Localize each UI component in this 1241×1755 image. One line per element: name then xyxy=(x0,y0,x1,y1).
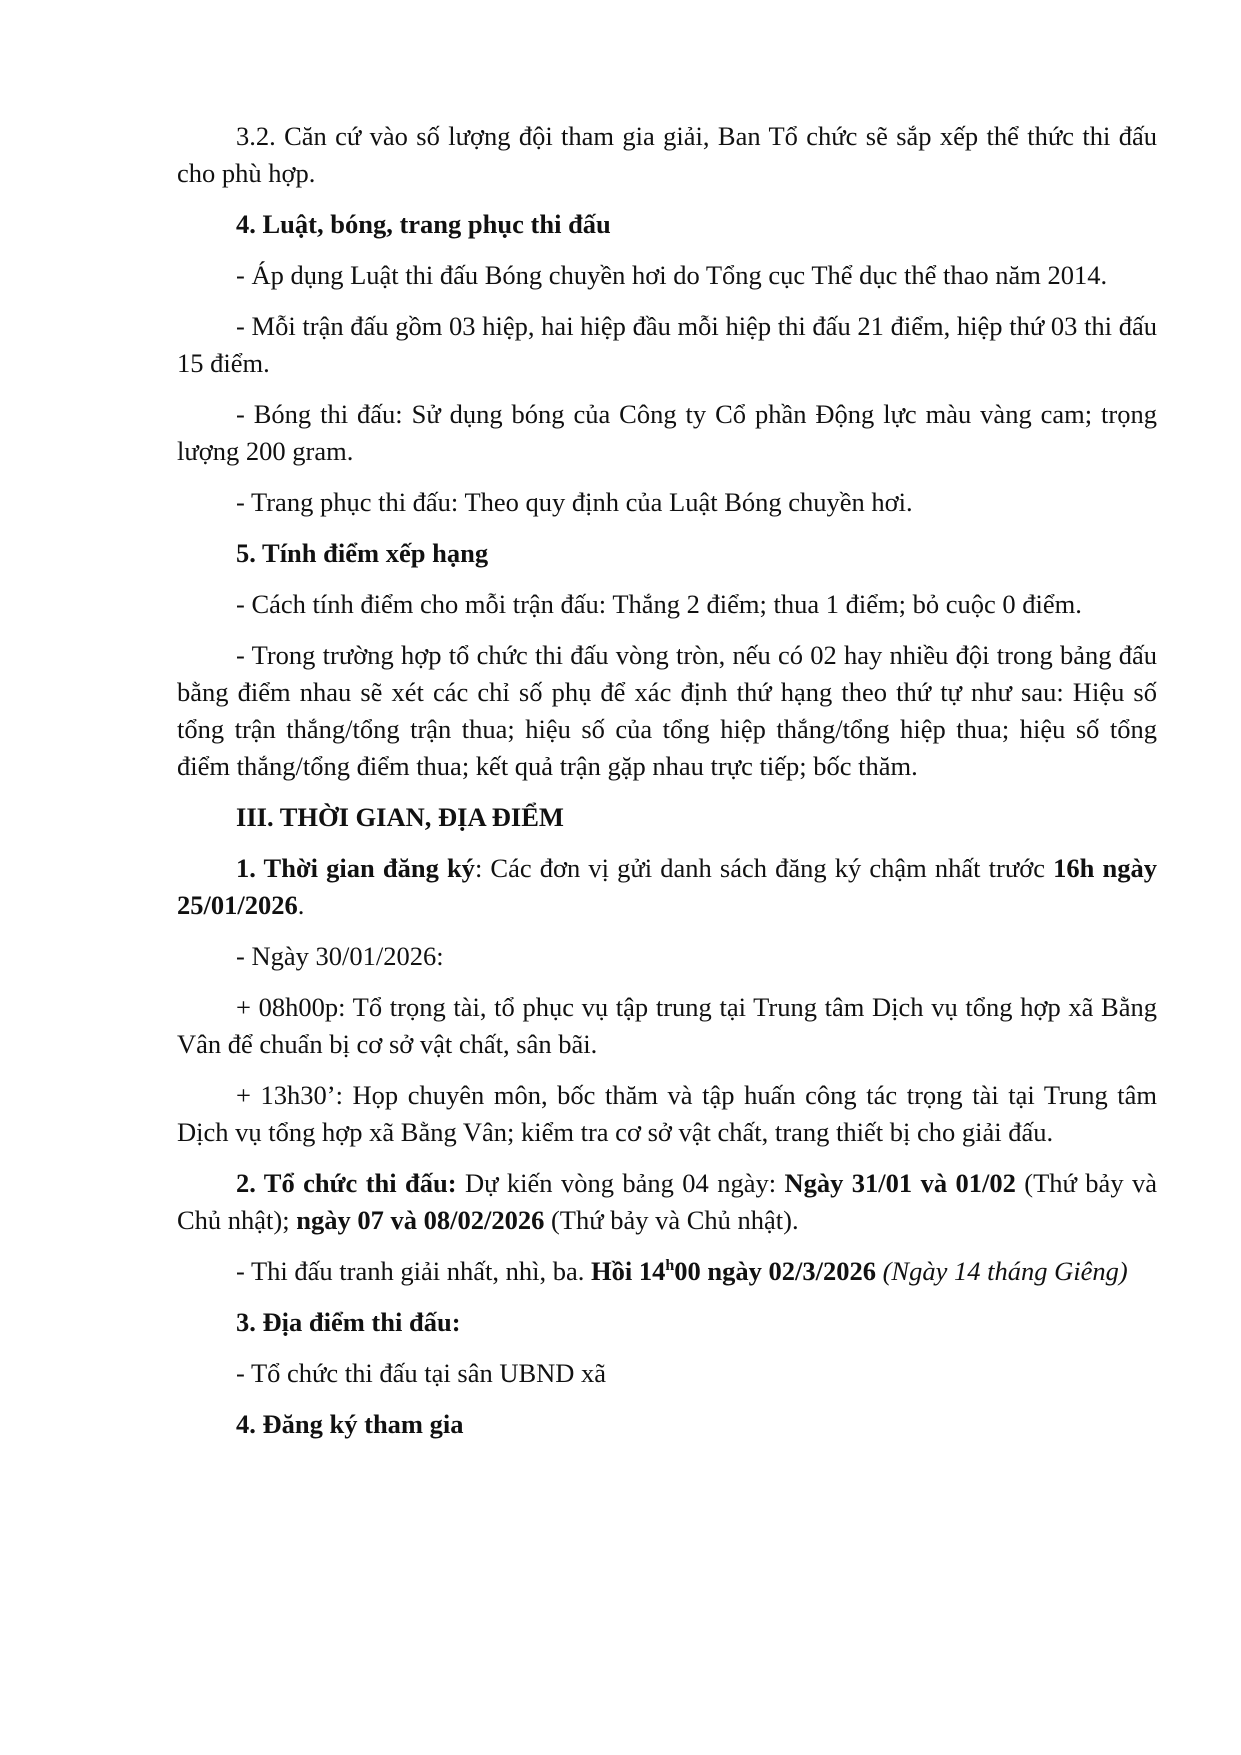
chung-ket-text: - Thi đấu tranh giải nhất, nhì, ba. xyxy=(236,1256,591,1286)
chung-ket-lunar-date: (Ngày 14 tháng Giêng) xyxy=(882,1256,1128,1286)
lich-13h-paragraph: + 13h30’: Họp chuyên môn, bốc thăm và tập huấn công tác trọng tài tại Trung tâm Dịch vụ tổng hợp xã Bằng Vân; kiểm tra cơ sở vật chất, trang thiết bị cho giải đấu. xyxy=(177,1080,1157,1147)
to-chuc-thi-dau-paragraph xyxy=(177,1165,1157,1239)
thoi-gian-dang-ky-paragraph xyxy=(177,850,1157,924)
chung-ket-time-sup: h xyxy=(665,1257,675,1274)
luat-thi-dau-paragraph: - Áp dụng Luật thi đấu Bóng chuyền hơi do Tổng cục Thể dục thể thao năm 2014. xyxy=(236,260,1108,290)
thoi-gian-dang-ky-deadline: 16h ngày 25/01/2026 xyxy=(177,853,1157,920)
thoi-gian-dang-ky-end: . xyxy=(297,890,305,920)
heading-luat-bong-trang-phuc: 4. Luật, bóng, trang phục thi đấu xyxy=(236,209,611,239)
chung-ket-time-a: Hồi 14 xyxy=(590,1256,666,1286)
section-3-2-paragraph: 3.2. Căn cứ vào số lượng đội tham gia giải, Ban Tổ chức sẽ sắp xếp thể thức thi đấu cho phù hợp. xyxy=(177,121,1157,188)
heading-dang-ky-tham-gia: 4. Đăng ký tham gia xyxy=(236,1409,464,1439)
to-chuc-date-2: ngày 07 và 08/02/2026 xyxy=(296,1205,545,1235)
thoi-gian-dang-ky-text: : Các đơn vị gửi danh sách đăng ký chậm nhất trước xyxy=(474,853,1054,883)
dia-diem-paragraph: - Tổ chức thi đấu tại sân UBND xã xyxy=(236,1358,607,1388)
heading-dia-diem: 3. Địa điểm thi đấu: xyxy=(236,1307,461,1337)
heading-thoi-gian-dia-diem: III. THỜI GIAN, ĐỊA ĐIỂM xyxy=(236,802,564,832)
trang-phuc-paragraph: - Trang phục thi đấu: Theo quy định của Luật Bóng chuyền hơi. xyxy=(236,487,913,517)
chung-ket-space xyxy=(876,1256,883,1286)
vong-tron-paragraph: - Trong trường hợp tổ chức thi đấu vòng tròn, nếu có 02 hay nhiều đội trong bảng đấu bằng điểm nhau sẽ xét các chỉ số phụ để xác định thứ hạng theo thứ tự như sau: Hiệu số tổng trận thắng/tổng trận thua; hiệu số của tổng hiệp thắng/tổng hiệp thua; hiệu số tổng điểm thắng/tổng điểm thua; kết quả trận gặp nhau trực tiếp; bốc thăm. xyxy=(177,640,1157,781)
to-chuc-text-2: (Thứ bảy và Chủ nhật); xyxy=(177,1168,1157,1235)
so-hiep-paragraph: - Mỗi trận đấu gồm 03 hiệp, hai hiệp đầu mỗi hiệp thi đấu 21 điểm, hiệp thứ 03 thi đấu 15 điểm. xyxy=(177,311,1157,378)
to-chuc-text-1: Dự kiến vòng bảng 04 ngày: xyxy=(456,1168,785,1198)
thoi-gian-dang-ky-label: 1. Thời gian đăng ký xyxy=(236,853,475,883)
chung-ket-time-b: 00 ngày 02/3/2026 xyxy=(674,1256,876,1286)
heading-tinh-diem: 5. Tính điểm xếp hạng xyxy=(236,538,489,568)
ngay-30-paragraph: - Ngày 30/01/2026: xyxy=(236,941,444,971)
bong-thi-dau-paragraph: - Bóng thi đấu: Sử dụng bóng của Công ty Cổ phần Động lực màu vàng cam; trọng lượng 200 gram. xyxy=(177,399,1157,466)
to-chuc-text-3: (Thứ bảy và Chủ nhật). xyxy=(544,1205,799,1235)
chung-ket-paragraph xyxy=(177,1253,1157,1290)
lich-08h-paragraph: + 08h00p: Tổ trọng tài, tổ phục vụ tập trung tại Trung tâm Dịch vụ tổng hợp xã Bằng Vân để chuẩn bị cơ sở vật chất, sân bãi. xyxy=(177,992,1157,1059)
cach-tinh-diem-paragraph: - Cách tính điểm cho mỗi trận đấu: Thắng 2 điểm; thua 1 điểm; bỏ cuộc 0 điểm. xyxy=(236,589,1082,619)
to-chuc-date-1: Ngày 31/01 và 01/02 xyxy=(784,1168,1016,1198)
to-chuc-thi-dau-label: 2. Tổ chức thi đấu: xyxy=(236,1168,457,1198)
